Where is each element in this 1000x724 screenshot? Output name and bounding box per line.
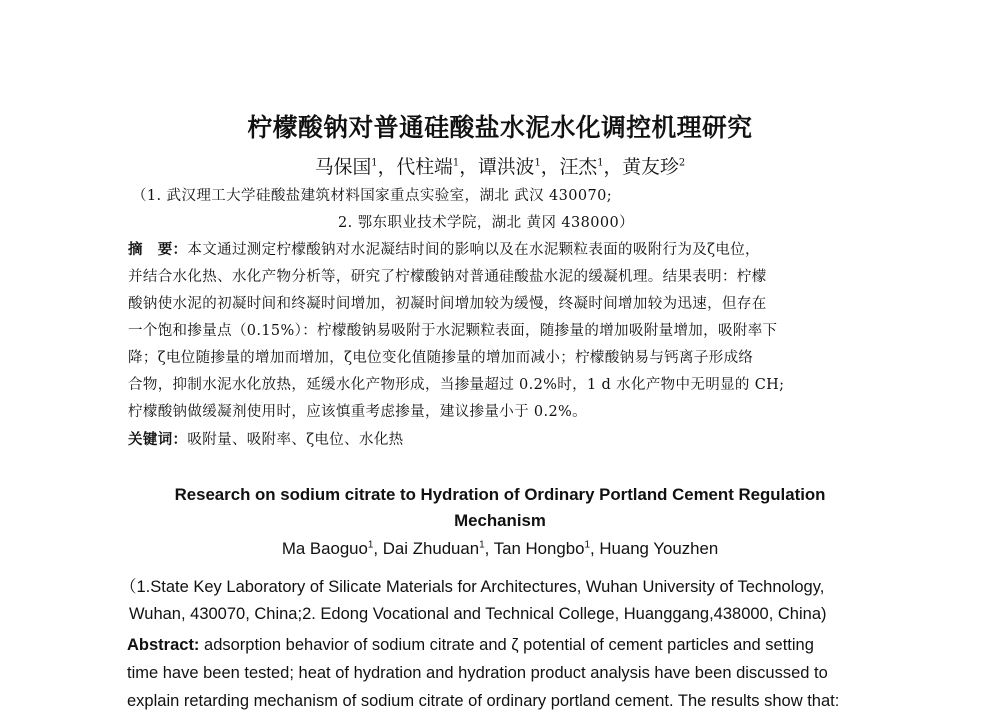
chinese-author: 谭洪波$^1$ (478, 156, 541, 178)
chinese-abstract-line: 并结合水化热、水化产物分析等，研究了柠檬酸钠对普通硅酸盐水泥的缓凝机理。结果表明：柠檬 (128, 269, 767, 285)
english-affiliation-line-2: Wuhan, 430070, China;2. Edong Vocational and Technical College, Huanggang,438000, China) (129, 605, 827, 623)
chinese-abstract-line: 合物，抑制水泥水化放热，延缓水化产物形成，当掺量超过 0.2%时，1 d 水化产物中无明显的 CH; (128, 377, 785, 393)
chinese-author-list: 马保国$^1$，代柱端$^1$，谭洪波$^1$，汪杰$^1$，黄友珍$^2$ (314, 156, 686, 178)
chinese-abstract-label: 摘 要： (128, 242, 188, 258)
chinese-abstract-line: 柠檬酸钠做缓凝剂使用时，应该慎重考虑掺量，建议掺量小于 0.2%。 (128, 404, 587, 420)
english-abstract-label: Abstract: (127, 636, 200, 654)
chinese-author: 马保国$^1$ (314, 156, 378, 178)
english-title-line-1: Research on sodium citrate to Hydration of Ordinary Portland Cement Regulation (174, 485, 826, 504)
english-abstract-line: time have been tested; heat of hydration and hydration product analysis have been discussed to (127, 664, 828, 682)
chinese-author: 汪杰$^1$ (559, 156, 604, 178)
english-abstract-line: explain retarding mechanism of sodium citrate of ordinary portland cement. The results show that: (127, 692, 840, 710)
english-title-line-2: Mechanism (454, 511, 546, 530)
chinese-affiliation-line-2: 2. 鄂东职业技术学院，湖北 黄冈 438000） (338, 215, 635, 231)
english-affiliation-line-1: （1.State Key Laboratory of Silicate Materials for Architectures, Wuhan University of Technology, (120, 578, 825, 596)
english-author: Huang Youzhen (599, 539, 719, 558)
english-author: Tan Hongbo$^1$ (493, 539, 590, 558)
chinese-author: 黄友珍$^2$ (622, 156, 686, 178)
chinese-abstract-line: 酸钠使水泥的初凝时间和终凝时间增加，初凝时间增加较为缓慢，终凝时间增加较为迅速，但存在 (128, 296, 767, 312)
chinese-abstract-line: 一个饱和掺量点（0.15%）：柠檬酸钠易吸附于水泥颗粒表面，随掺量的增加吸附量增加，吸附率下 (128, 323, 778, 339)
english-abstract-line: Abstract: adsorption behavior of sodium citrate and ζ potential of cement particles and setting (127, 636, 814, 654)
english-author: Dai Zhuduan$^1$ (382, 539, 485, 558)
english-author: Ma Baoguo$^1$ (281, 539, 374, 558)
english-author-list: Ma Baoguo$^1$, Dai Zhuduan$^1$, Tan Hongbo$^1$, Huang Youzhen (281, 539, 719, 558)
chinese-abstract-line: 降；ζ电位随掺量的增加而增加，ζ电位变化值随掺量的增加而减小；柠檬酸钠易与钙离子形成络 (128, 350, 754, 366)
chinese-title: 柠檬酸钠对普通硅酸盐水泥水化调控机理研究 (247, 113, 753, 142)
chinese-abstract-line: 摘 要：本文通过测定柠檬酸钠对水泥凝结时间的影响以及在水泥颗粒表面的吸附行为及ζ电位， (128, 242, 760, 258)
chinese-keywords: 关键词：吸附量、吸附率、ζ电位、水化热 (128, 432, 404, 448)
chinese-affiliation-line-1: （1. 武汉理工大学硅酸盐建筑材料国家重点实验室，湖北 武汉 430070; (132, 188, 613, 204)
chinese-keywords-label: 关键词： (128, 432, 188, 448)
chinese-author: 代柱端$^1$ (396, 156, 460, 178)
